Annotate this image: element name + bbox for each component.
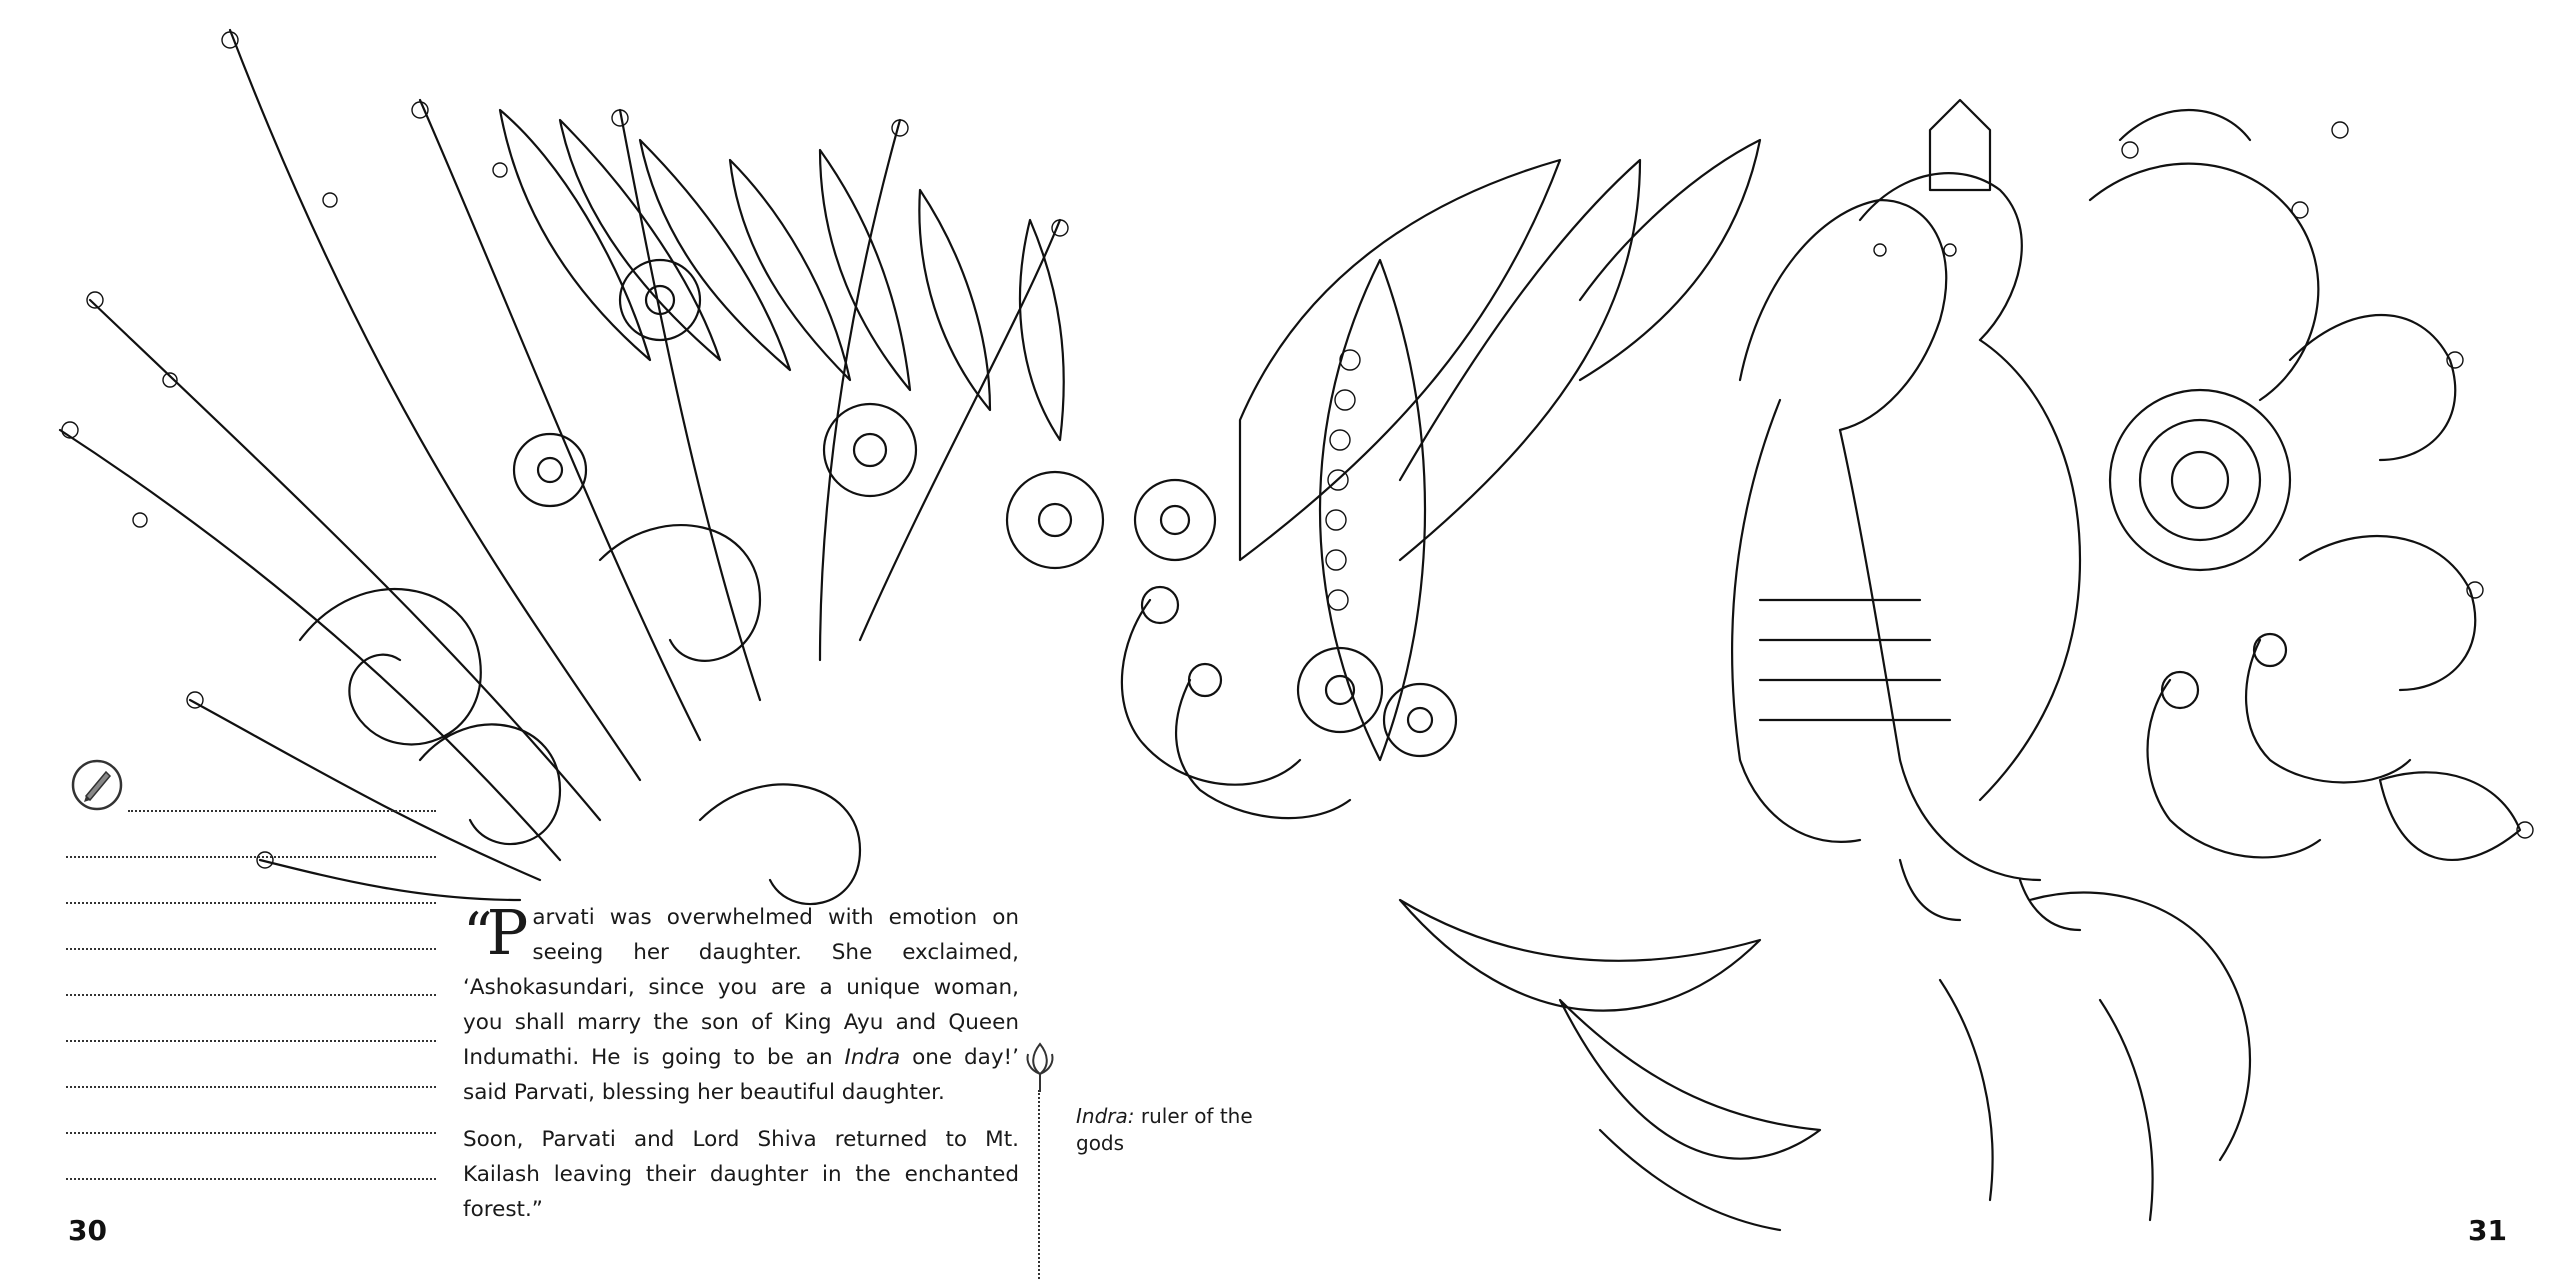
- gloss-term: Indra:: [1076, 1104, 1135, 1128]
- note-line[interactable]: [66, 994, 436, 996]
- note-line[interactable]: [128, 810, 436, 812]
- note-line[interactable]: [66, 948, 436, 950]
- quote-paragraph-1: “P arvati was overwhelmed with emotion on seeing her daughter. She exclaimed, ‘Ashokasundari, since you are a unique woman, you shall marry the son of King Ayu and Queen Indumathi. He is going to be an Indra one day!’ said Parvati, blessing her beautiful daughter.: [463, 896, 1019, 1105]
- notes-lines: [66, 750, 436, 1200]
- note-line[interactable]: [66, 1086, 436, 1088]
- page-number-right: 31: [2468, 1214, 2507, 1247]
- note-line[interactable]: [66, 1178, 436, 1180]
- note-line[interactable]: [66, 1040, 436, 1042]
- glossary-note: [1076, 1103, 1256, 1157]
- page-number-left: 30: [68, 1214, 107, 1247]
- couple-figures: [1732, 100, 2080, 930]
- note-line[interactable]: [66, 902, 436, 904]
- story-quote: [463, 896, 1019, 1239]
- quote-paragraph-2: Soon, Parvati and Lord Shiva returned to Mt. Kailash leaving their daughter in the enchanted forest.”: [463, 1127, 1019, 1222]
- gloss-definition: ruler of the gods: [1076, 1104, 1253, 1155]
- lotus-icon: [1024, 1040, 1056, 1096]
- drop-cap: “P: [463, 896, 529, 969]
- right-flowers: [1940, 110, 2533, 1220]
- gloss-divider: [1038, 1090, 1040, 1279]
- note-line[interactable]: [66, 1132, 436, 1134]
- note-line[interactable]: [66, 856, 436, 858]
- peacocks: [1122, 587, 2410, 857]
